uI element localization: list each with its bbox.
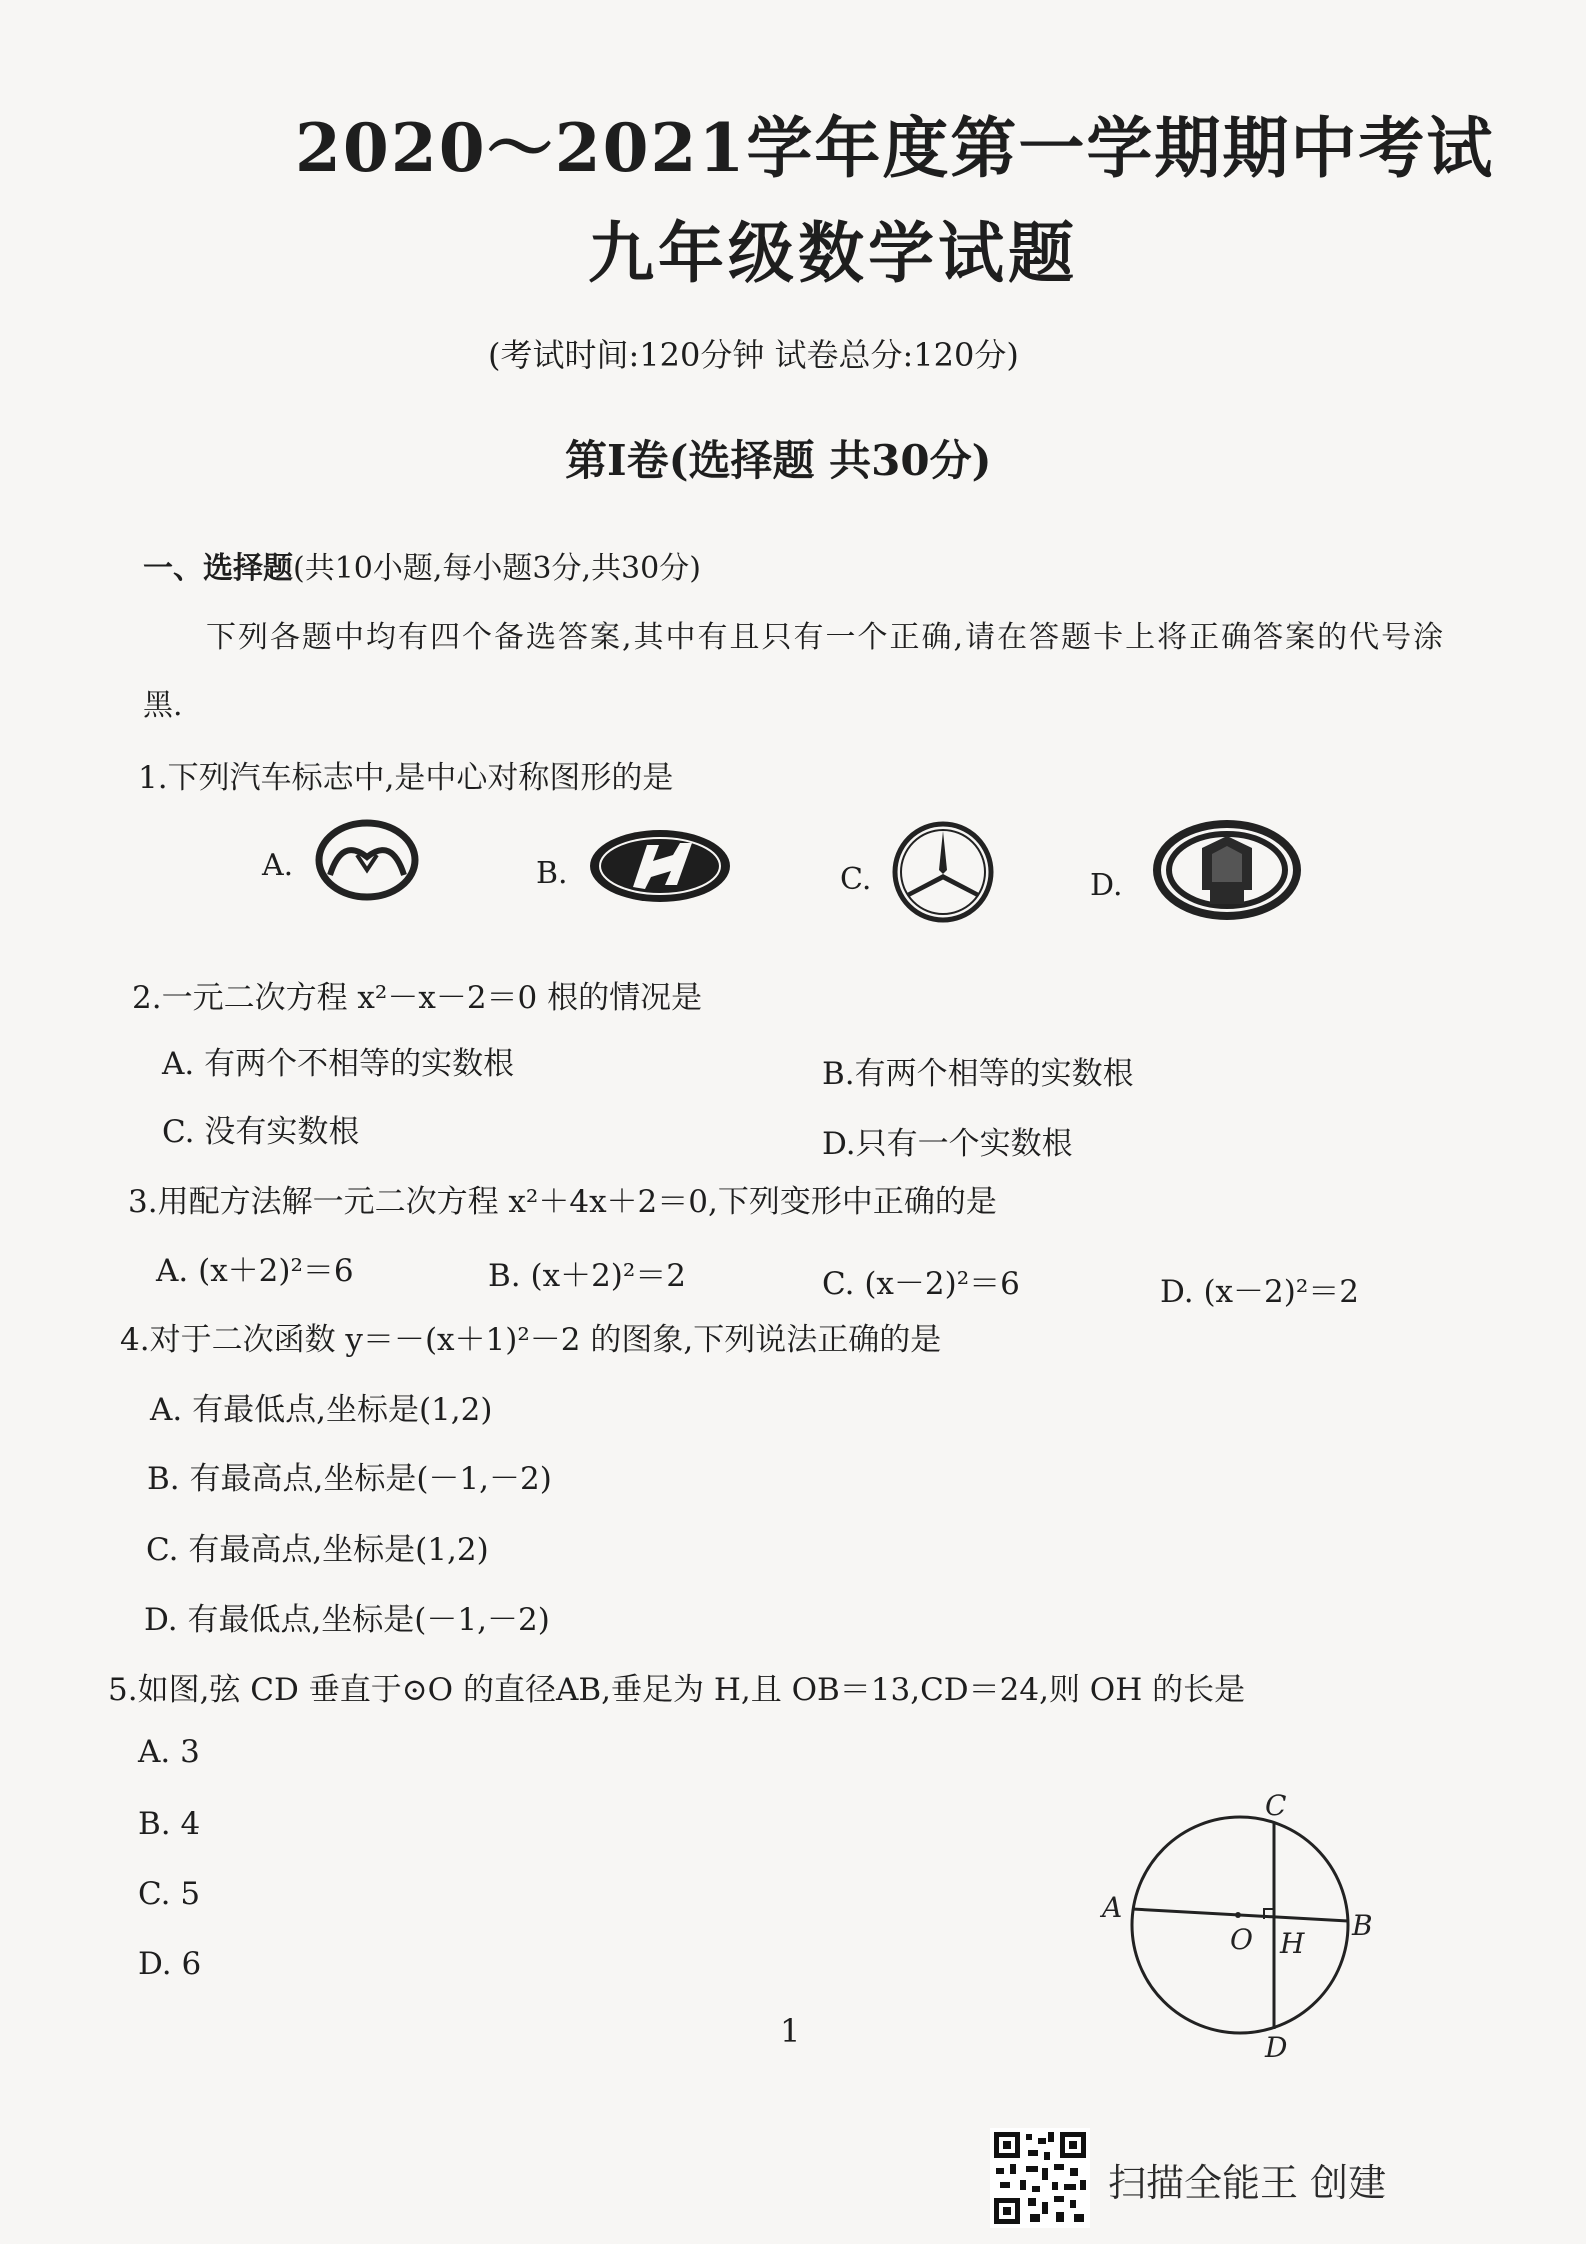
q2-option-d: D.只有一个实数根 (822, 1126, 1073, 1162)
q3-option-a: A. (x＋2)²＝6 (156, 1253, 354, 1289)
great-wall-logo-icon (1152, 818, 1302, 922)
q2-option-c: C. 没有实数根 (162, 1114, 360, 1150)
point-o-label: O (1230, 1923, 1253, 1956)
q4-option-b: B. 有最高点,坐标是(－1,－2) (147, 1461, 552, 1497)
q4-option-c: C. 有最高点,坐标是(1,2) (146, 1532, 489, 1568)
q1-option-c-label: C. (840, 862, 872, 897)
qr-code-icon (990, 2128, 1090, 2228)
q3-option-d: D. (x－2)²＝2 (1160, 1274, 1360, 1310)
scanner-watermark-text: 扫描全能王 创建 (1108, 2161, 1387, 2205)
exam-info: (考试时间:120分钟 试卷总分:120分) (488, 336, 1019, 374)
instruction-line-1: 下列各题中均有四个备选答案,其中有且只有一个正确,请在答题卡上将正确答案的代号涂 (206, 620, 1446, 655)
mazda-logo-icon (312, 815, 422, 905)
q1-option-b-label: B. (536, 856, 568, 891)
q5-option-a: A. 3 (138, 1734, 200, 1770)
point-b-label: B (1352, 1909, 1373, 1942)
exam-title: 2020～2021学年度第一学期期中考试 (295, 109, 1495, 187)
q1-option-d-label: D. (1090, 868, 1123, 903)
part-heading-note: (共10小题,每小题3分,共30分) (293, 551, 701, 586)
question-5-stem: 5.如图,弦 CD 垂直于⊙O 的直径AB,垂足为 H,且 OB＝13,CD＝24,则 OH 的长是 (108, 1672, 1246, 1708)
point-a-label: A (1102, 1891, 1123, 1924)
part-heading (143, 543, 701, 587)
question-3-stem: 3.用配方法解一元二次方程 x²＋4x＋2＝0,下列变形中正确的是 (128, 1184, 997, 1220)
q2-option-a: A. 有两个不相等的实数根 (162, 1046, 515, 1082)
page-number: 1 (780, 2012, 801, 2050)
q5-option-d: D. 6 (138, 1946, 202, 1982)
q5-option-c: C. 5 (138, 1876, 201, 1912)
q2-option-b: B.有两个相等的实数根 (822, 1056, 1134, 1092)
hyundai-logo-icon (585, 825, 735, 907)
q1-option-a-label: A. (262, 848, 294, 883)
exam-subtitle: 九年级数学试题 (588, 214, 1078, 292)
point-h-label: H (1280, 1927, 1305, 1960)
question-4-stem: 4.对于二次函数 y＝－(x＋1)²－2 的图象,下列说法正确的是 (120, 1322, 942, 1358)
instruction-line-2: 黑. (143, 688, 183, 723)
part-heading-label: 一、选择题 (143, 551, 293, 586)
mercedes-logo-icon (888, 817, 998, 927)
circle-chord-figure (1090, 1785, 1390, 2065)
point-d-label: D (1265, 2031, 1288, 2064)
question-1-stem: 1.下列汽车标志中,是中心对称图形的是 (138, 760, 674, 796)
q3-option-b: B. (x＋2)²＝2 (488, 1258, 687, 1294)
q4-option-d: D. 有最低点,坐标是(－1,－2) (144, 1602, 550, 1638)
section-title: 第Ⅰ卷(选择题 共30分) (565, 436, 992, 485)
q5-option-b: B. 4 (138, 1806, 201, 1842)
q4-option-a: A. 有最低点,坐标是(1,2) (150, 1392, 493, 1428)
point-c-label: C (1265, 1789, 1287, 1822)
q3-option-c: C. (x－2)²＝6 (822, 1266, 1020, 1302)
question-2-stem: 2.一元二次方程 x²－x－2＝0 根的情况是 (132, 980, 703, 1016)
